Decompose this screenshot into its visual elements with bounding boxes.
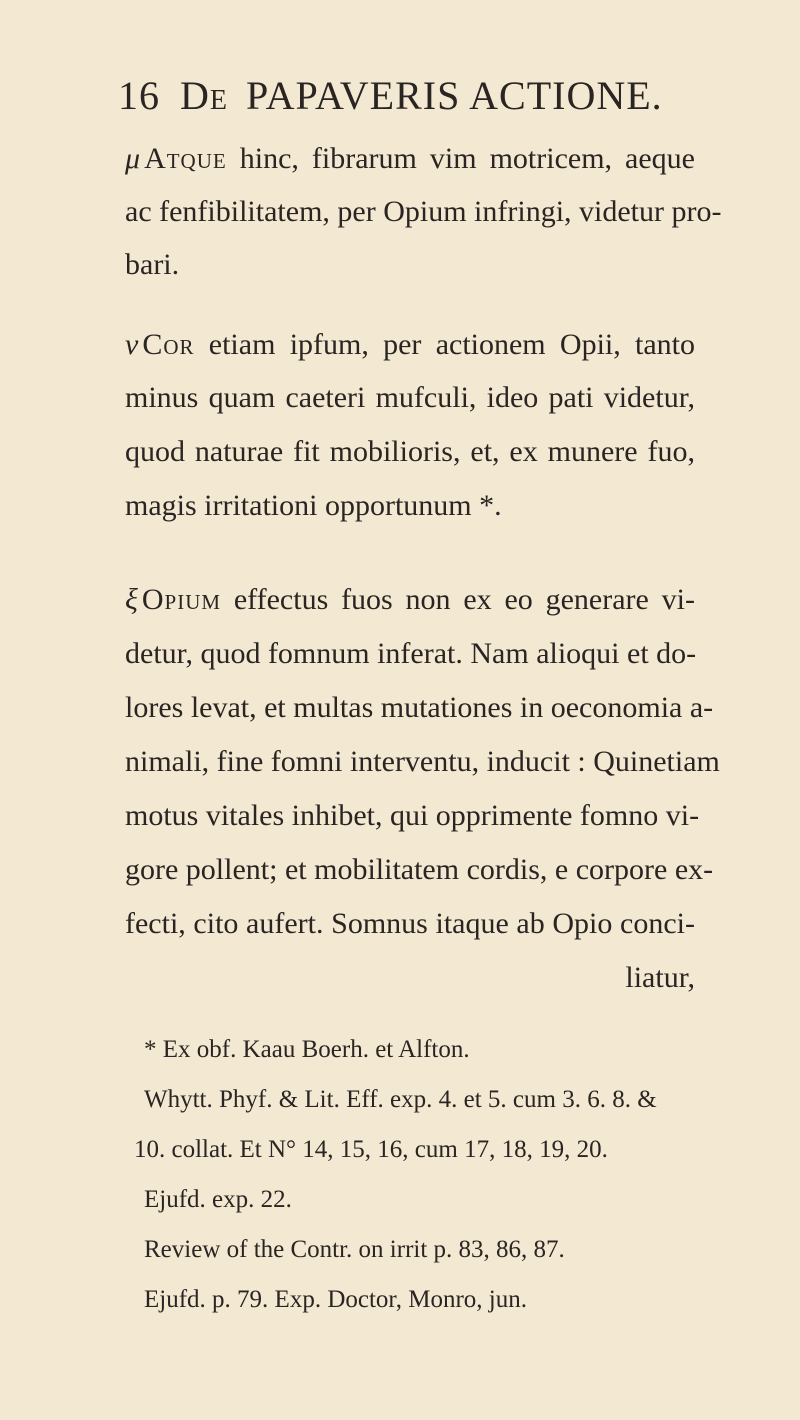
paragraph-xi-line-7: fecti, cito aufert. Somnus itaque ab Opio conci- [125,907,695,940]
section-mark-xi: ξ [125,583,138,616]
footnote-line-3: 10. collat. Et N° 14, 15, 16, cum 17, 18, 19, 20. [134,1136,608,1163]
paragraph-nu-line-3: quod naturae fit mobilioris, et, ex munere fuo, [125,435,695,468]
paragraph-xi-line-1 [125,578,695,622]
footnote-line-4: Ejufd. exp. 22. [144,1186,292,1213]
running-head [118,72,663,132]
paragraph-nu-line-1 [125,323,695,367]
running-head-de: De [180,73,228,118]
lead-word: Atque [144,142,227,175]
paragraph-mu-line-2: ac fenfibilitatem, per Opium infringi, videtur pro- [125,195,722,228]
section-mark-nu: ν [125,328,139,361]
footnote-line-5: Review of the Contr. on irrit p. 83, 86, 87. [144,1236,565,1263]
paragraph-nu-line-4: magis irritationi opportunum *. [125,489,502,522]
page-number: 16 [118,73,160,118]
paragraph-mu-line-3: bari. [125,248,180,281]
paragraph-nu-line-2: minus quam caeteri mufculi, ideo pati videtur, [125,381,695,414]
line-text: hinc, fibrarum vim motricem, aeque [226,142,695,175]
lead-word: Cor [142,328,195,361]
paragraph-xi-line-3: lores levat, et multas mutationes in oeconomia a- [125,691,714,724]
line-text: effectus fuos non ex eo generare vi- [221,583,695,616]
lead-word: Opium [141,583,222,616]
footnote-line-6: Ejufd. p. 79. Exp. Doctor, Monro, jun. [144,1286,527,1313]
footnote-line-2: Whytt. Phyf. & Lit. Eff. exp. 4. et 5. cum 3. 6. 8. & [144,1086,657,1113]
footnote-line-1: * Ex obf. Kaau Boerh. et Alfton. [144,1036,470,1063]
paragraph-xi-line-6: gore pollent; et mobilitatem cordis, e corpore ex- [125,853,714,886]
paragraph-xi-line-5: motus vitales inhibet, qui opprimente fomno vi- [125,799,700,832]
paragraph-xi-line-2: detur, quod fomnum inferat. Nam alioqui et do- [125,637,697,670]
paragraph-xi-line-8: liatur, [625,961,695,994]
section-mark-mu: μ [125,142,141,175]
paragraph-xi-line-4: nimali, fine fomni interventu, inducit : Quinetiam [125,745,720,778]
paragraph-mu-line-1 [125,137,695,181]
running-head-title: PAPAVERIS ACTIONE. [246,73,663,118]
line-text: etiam ipfum, per actionem Opii, tanto [194,328,695,361]
